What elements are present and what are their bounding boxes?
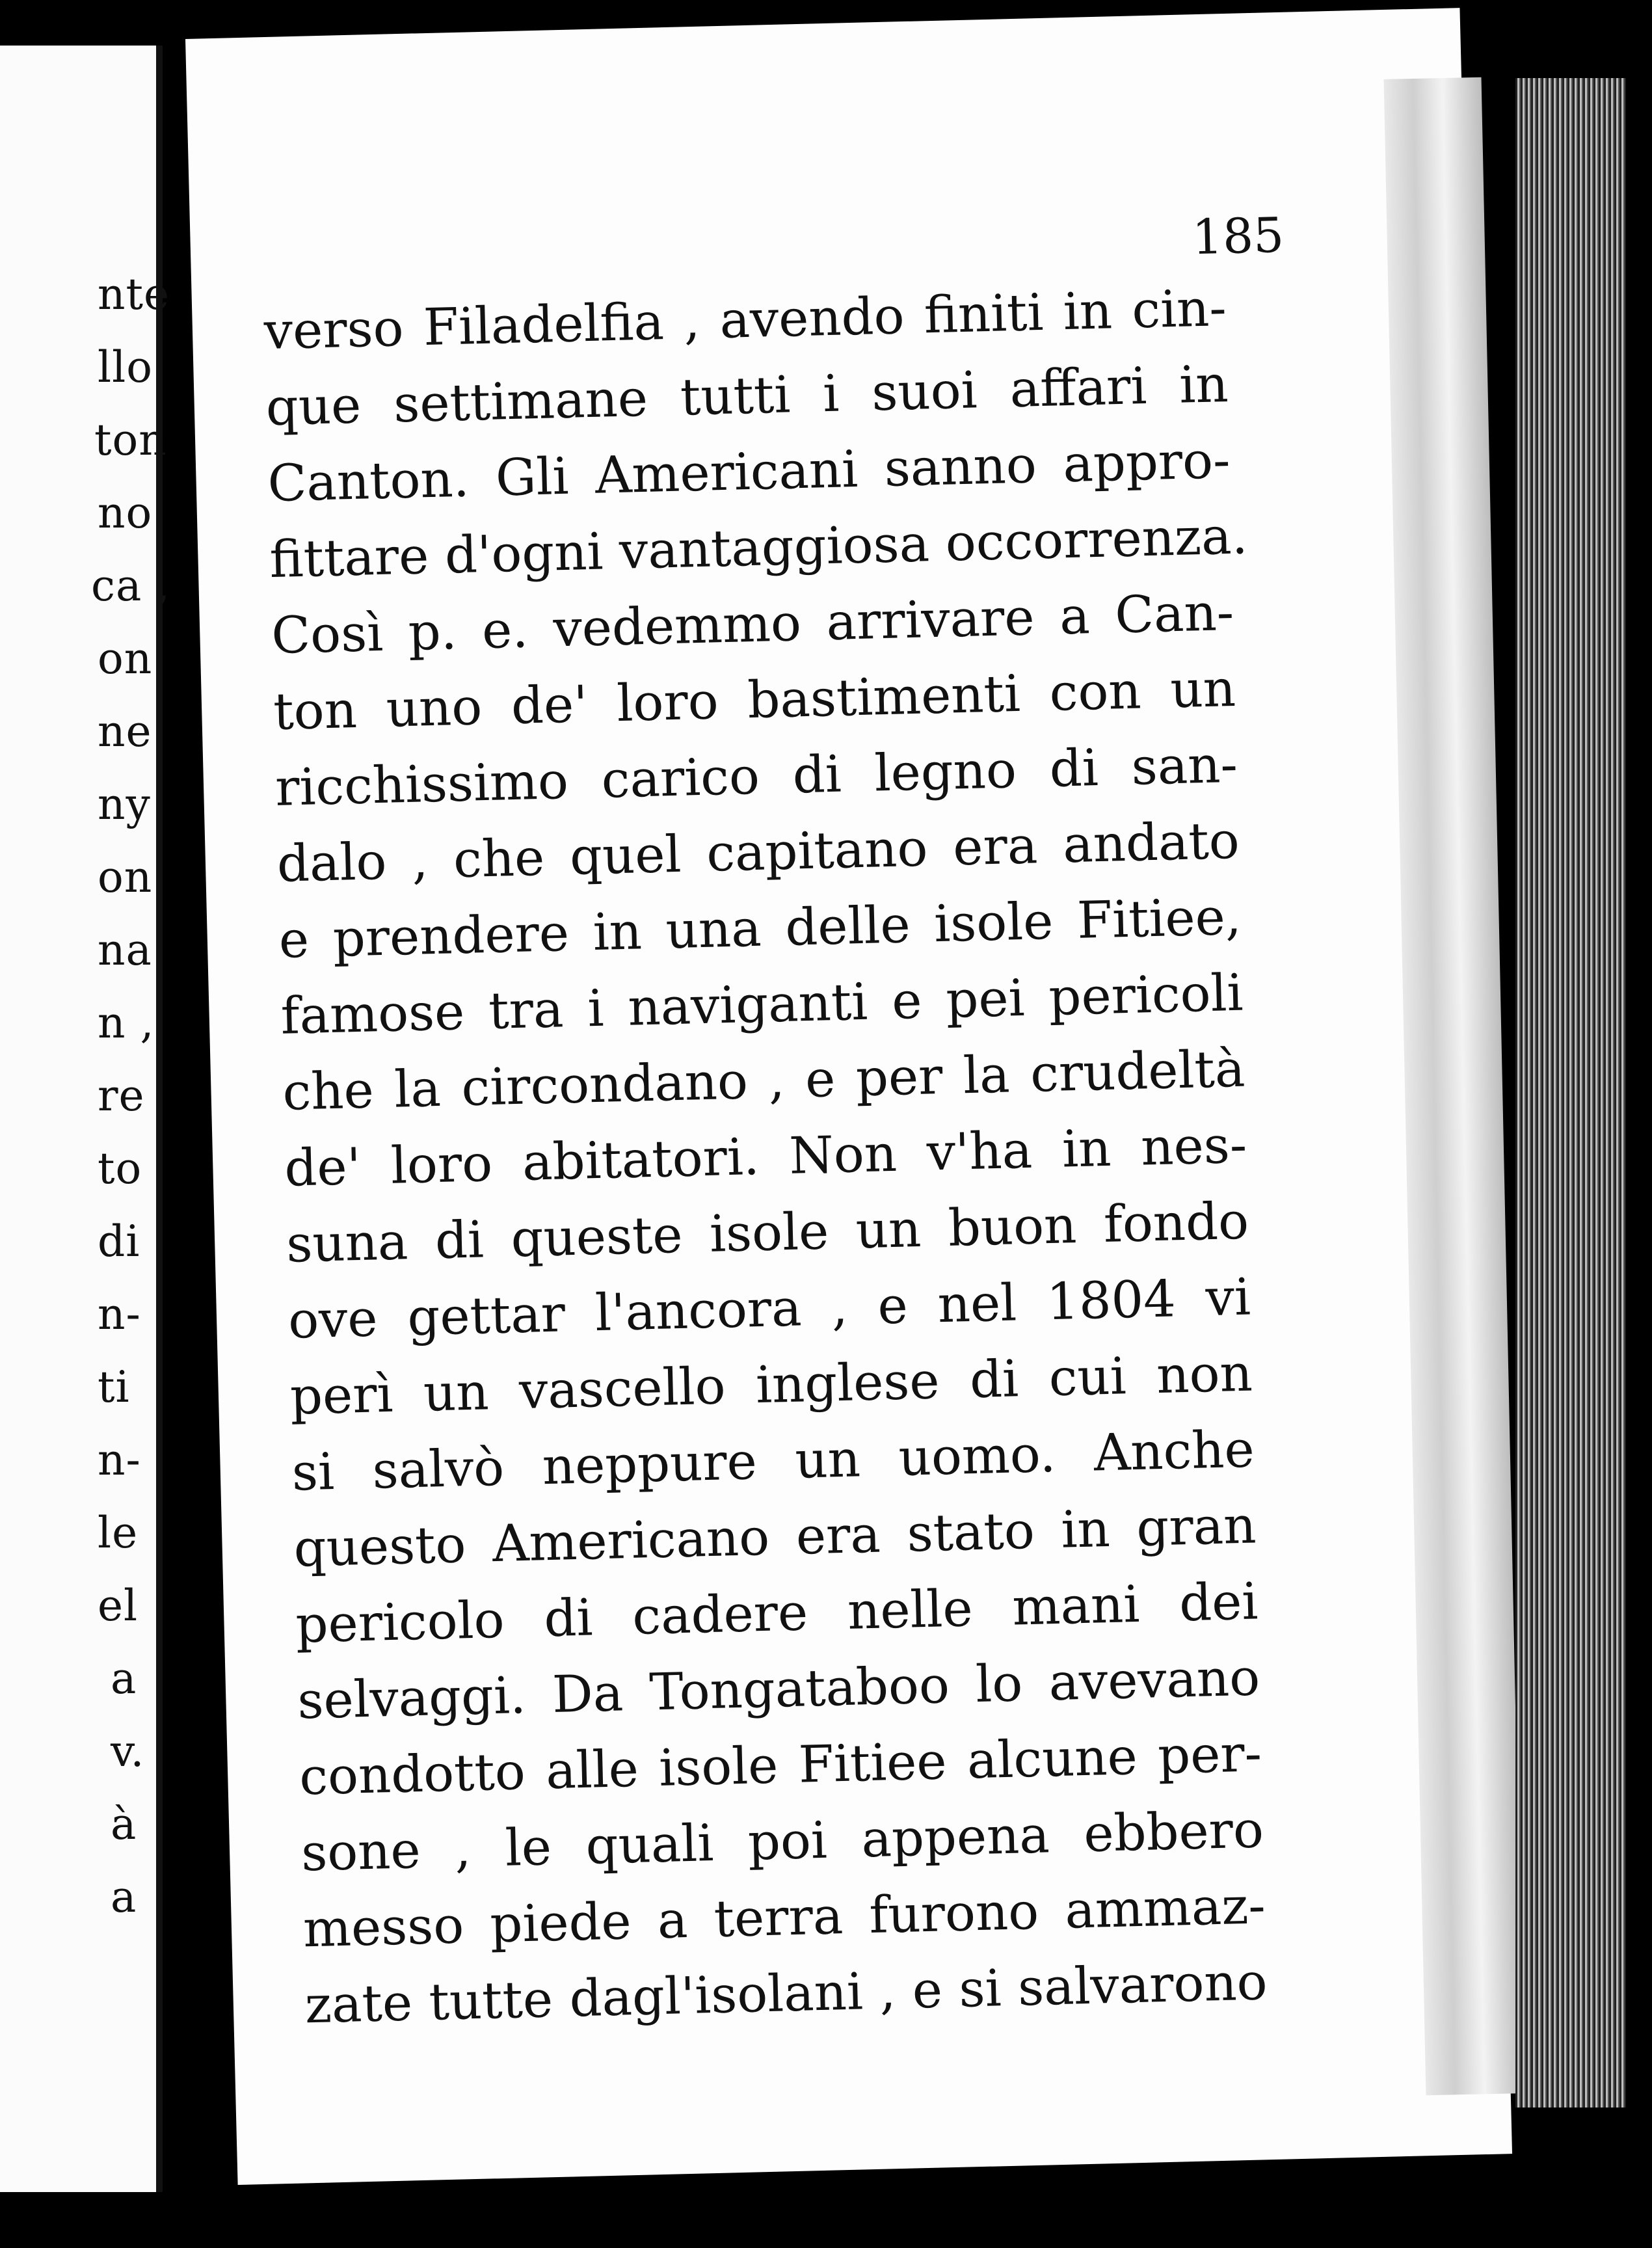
left-page-fragment: on [98,852,153,902]
left-page-fragment: ne [98,706,152,756]
text-line: fittare d'ogni vantaggiosa occorrenza. [269,507,1249,590]
left-page-fragment: v. [111,1726,145,1776]
text-line: condotto alle isole Fitiee alcune per- [299,1724,1263,1807]
text-line: de' loro abitatori. Non v'ha in nes- [284,1116,1248,1198]
left-page-fragment: ti [98,1362,130,1412]
text-line: Così p. e. vedemmo arrivare a Can- [271,583,1235,666]
text-line: dalo , che quel capitano era andato [276,811,1240,894]
text-line: pericolo di cadere nelle mani dei [295,1572,1259,1655]
left-page-fragment: n- [98,1435,141,1485]
text-line: che la circondano , e per la crudeltà [282,1039,1246,1122]
text-line: selvaggi. Da Tongataboo lo avevano [297,1648,1261,1731]
text-line: questo Americano era stato in gran [293,1496,1257,1579]
left-page-fragment: nte [98,269,170,319]
left-page-fragment: ny [98,779,151,829]
left-page-fragment: el [98,1581,139,1631]
left-page-fragment: di [98,1216,140,1266]
text-line: Canton. Gli Americani sanno appro- [267,431,1231,514]
left-page-fragment: na [98,925,152,975]
page-text [263,271,1268,2044]
text-line: que settimane tutti i suoi affari in [265,355,1229,438]
left-page-fragment: ton [94,415,167,465]
text-line: perì un vascello inglese di cui non [289,1344,1253,1426]
left-page-fragment: à [111,1799,137,1849]
left-page-fragment: re [98,1071,145,1121]
text-line: famose tra i naviganti e pei pericoli [280,963,1244,1046]
page-edge-stack [1515,78,1626,2108]
left-page-fragment: a [111,1653,137,1704]
left-page-fragment: no [98,488,153,538]
left-page-fragment: le [98,1508,139,1558]
text-line: zate tutte dagl'isolani , e si salvarono [304,1953,1268,2035]
left-page-fragment: n , [98,998,155,1048]
text-line: suna di queste isole un buon fondo [286,1192,1249,1274]
page-number: 185 [1191,207,1285,266]
left-page-fragment: a [111,1872,137,1922]
text-line: verso Filadelfia , avendo finiti in cin- [263,279,1227,362]
text-line: ove gettar l'ancora , e nel 1804 vi [287,1268,1251,1350]
left-page-fragment: to [98,1144,142,1194]
text-line: sone , le quali poi appena ebbero [300,1800,1264,1883]
left-page-fragment: ca , [91,561,171,611]
left-page [0,46,171,2192]
left-page-fragment: llo [98,342,153,392]
text-line: ton uno de' loro bastimenti con un [273,659,1236,742]
text-line: messo piede a terra furono ammaz- [302,1877,1266,1959]
text-line: si salvò neppure un uomo. Anche [291,1420,1255,1503]
text-line: ricchissimo carico di legno di san- [274,735,1238,818]
left-page-fragment: on [98,634,153,684]
text-line: e prendere in una delle isole Fitiee, [278,887,1242,970]
book-page [185,8,1512,2185]
left-page-fragment: n- [98,1289,141,1339]
